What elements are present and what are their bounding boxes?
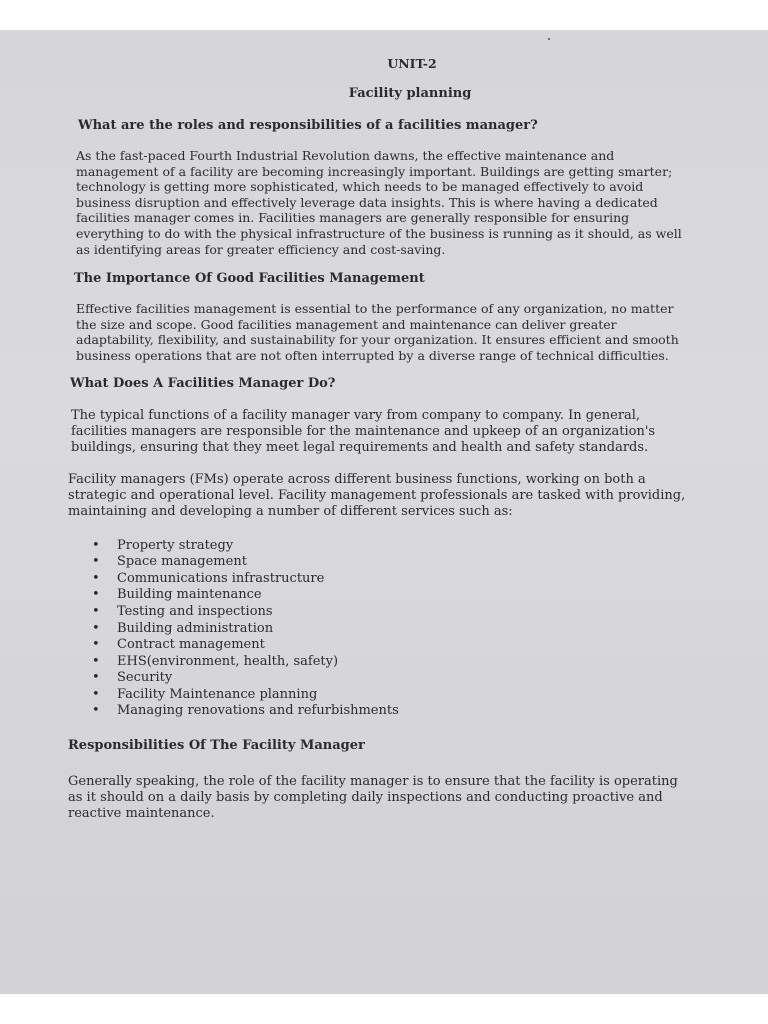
paper-sheet bbox=[0, 30, 768, 994]
service-label: Property strategy bbox=[117, 537, 234, 553]
bullet-icon: • bbox=[92, 620, 100, 636]
service-label: Building maintenance bbox=[117, 587, 262, 603]
bullet-icon: • bbox=[92, 570, 100, 586]
service-label: EHS(environment, health, safety) bbox=[117, 653, 339, 669]
service-label: Building administration bbox=[117, 620, 274, 636]
responsibilities-paragraph: Generally speaking, the role of the facility manager is to ensure that the facility is operating as it should on a daily basis by completing daily inspections and conducting proactive and reactive maintenance. bbox=[68, 774, 678, 822]
role-paragraph-1: The typical functions of a facility manager vary from company to company. In general, facilities managers are responsible for the maintenance and upkeep of an organization's buildings, ensuring that they meet legal requirements and health and safety standards. bbox=[71, 407, 656, 455]
document-title-text: Facility planning bbox=[348, 86, 472, 101]
service-label: Testing and inspections bbox=[117, 603, 273, 619]
list-item bbox=[92, 687, 696, 704]
intro-paragraph: As the fast-paced Fourth Industrial Revolution dawns, the effective maintenance and management of a facility are becoming increasingly important. Buildings are getting smarter; technology is getting more sophisticated, which needs to be managed effectively to avoid business disruption and effectively leverage data insights. This is where having a dedicated facilities manager comes in. Facilities managers are generally responsible for ensuring everything to do with the physical infrastructure of the business is running as it should, as well as identifying areas for greater efficiency and cost-saving. bbox=[76, 148, 682, 257]
paper-speck bbox=[548, 38, 550, 40]
list-item bbox=[92, 703, 696, 720]
list-item bbox=[92, 571, 696, 588]
role-paragraph-2: Facility managers (FMs) operate across different business functions, working on both a strategic and operational level. Facility management professionals are tasked with providing, maintaining and developing a number of different services such as: bbox=[68, 471, 686, 519]
bullet-icon: • bbox=[92, 603, 100, 619]
list-item bbox=[92, 621, 696, 638]
list-item bbox=[92, 670, 696, 687]
importance-paragraph: Effective facilities management is essential to the performance of any organization, no matter the size and scope. Good facilities management and maintenance can deliver greater adaptability, flexibility, and sustainability for your organization. It ensures efficient and smooth business operations that are not often interrupted by a diverse range of technical difficulties. bbox=[76, 301, 679, 363]
unit-label-text: UNIT-2 bbox=[387, 56, 437, 71]
list-item bbox=[92, 654, 696, 671]
bullet-icon: • bbox=[92, 587, 100, 603]
bullet-icon: • bbox=[92, 653, 100, 669]
service-label: Contract management bbox=[117, 637, 265, 653]
unit-label bbox=[68, 56, 696, 72]
responsibilities-heading: Responsibilities Of The Facility Manager bbox=[68, 738, 365, 754]
importance-heading: The Importance Of Good Facilities Management bbox=[74, 271, 425, 287]
document-title bbox=[68, 86, 696, 102]
list-item bbox=[92, 587, 696, 604]
list-item bbox=[92, 538, 696, 555]
service-label: Managing renovations and refurbishments bbox=[117, 703, 399, 719]
bullet-icon: • bbox=[92, 637, 100, 653]
service-label: Space management bbox=[117, 554, 247, 570]
list-item bbox=[92, 554, 696, 571]
list-item bbox=[92, 637, 696, 654]
bullet-icon: • bbox=[92, 537, 100, 553]
bullet-icon: • bbox=[92, 686, 100, 702]
list-item bbox=[92, 604, 696, 621]
bullet-icon: • bbox=[92, 554, 100, 570]
services-list bbox=[68, 538, 696, 721]
bullet-icon: • bbox=[92, 703, 100, 719]
service-label: Facility Maintenance planning bbox=[117, 686, 318, 702]
role-heading: What Does A Facilities Manager Do? bbox=[70, 375, 336, 391]
bullet-icon: • bbox=[92, 670, 100, 686]
main-question-heading: What are the roles and responsibilities of a facilities manager? bbox=[78, 118, 538, 133]
service-label: Communications infrastructure bbox=[117, 570, 325, 586]
document-content bbox=[68, 52, 696, 822]
service-label: Security bbox=[117, 670, 173, 686]
